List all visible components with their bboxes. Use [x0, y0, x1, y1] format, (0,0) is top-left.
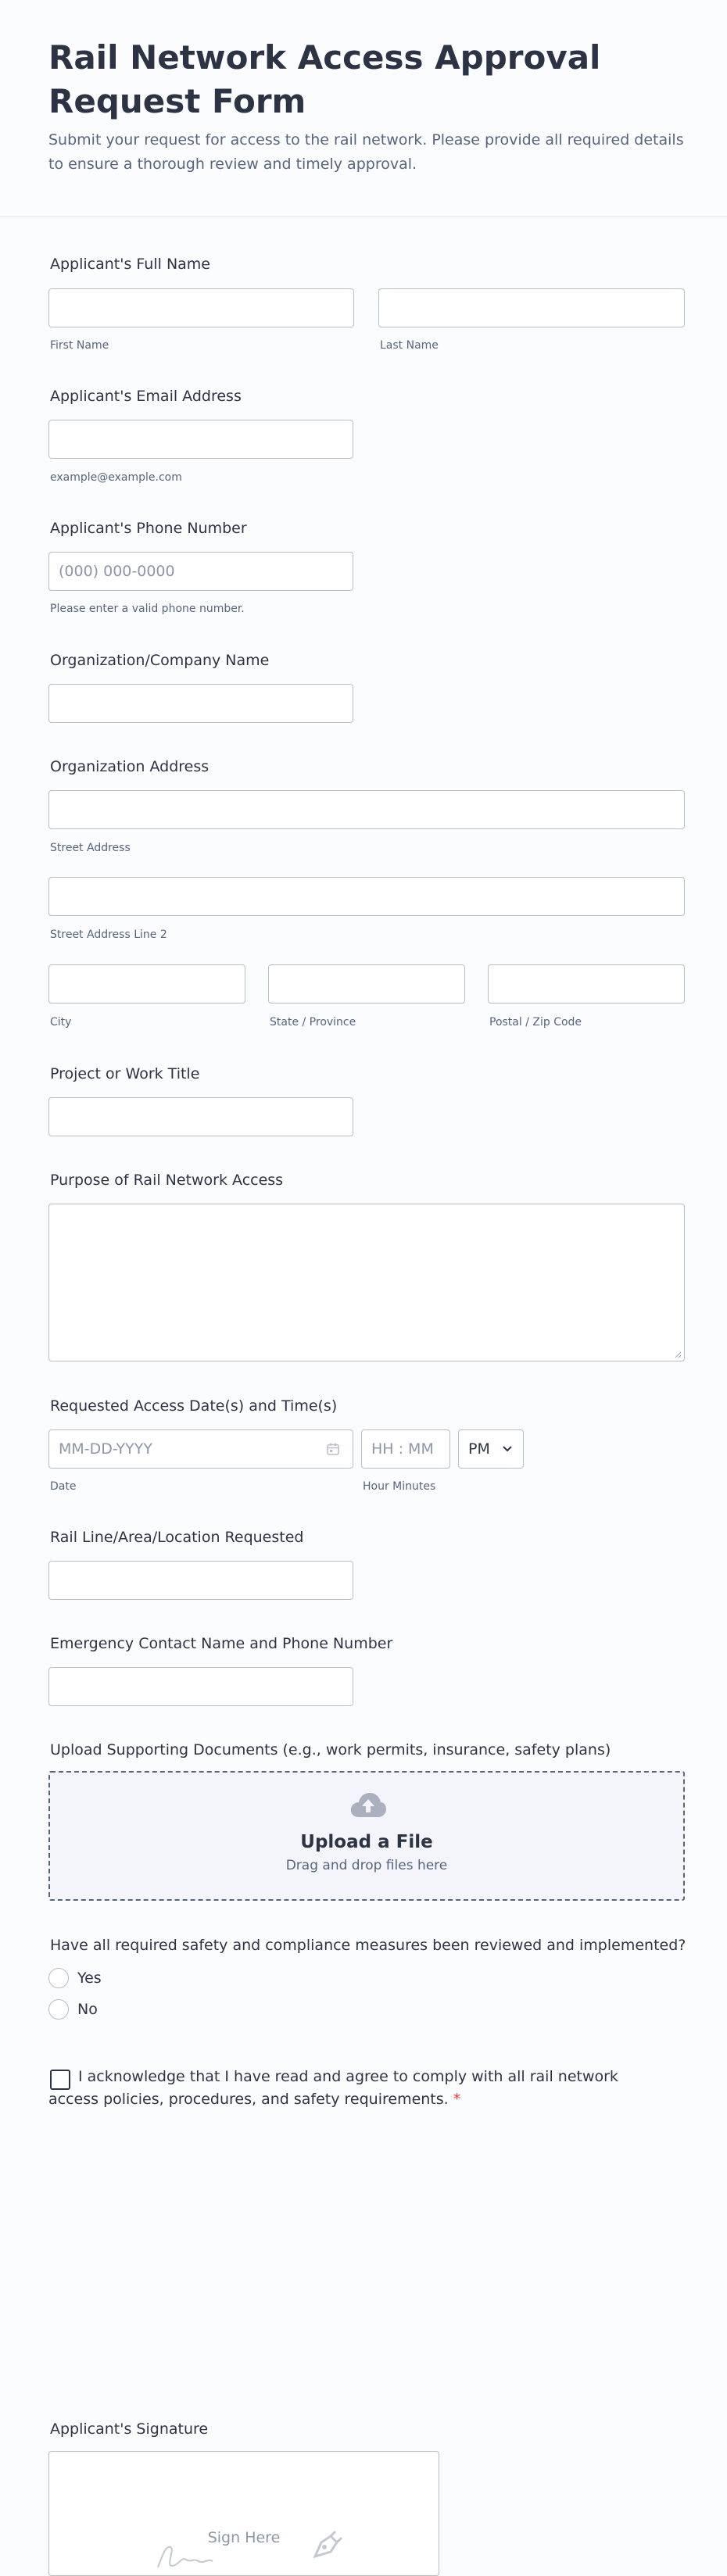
first-name-sublabel: First Name	[50, 339, 109, 352]
pen-icon	[307, 2525, 346, 2564]
location-input[interactable]	[48, 1561, 353, 1600]
state-sublabel: State / Province	[270, 1016, 356, 1029]
ampm-value: PM	[468, 1440, 490, 1458]
time-input[interactable]	[361, 1429, 450, 1469]
acknowledge-statement: I acknowledge that I have read and agree to comply with all rail network access policies, procedures, and safety requirements.	[48, 2068, 618, 2108]
street-address-sublabel: Street Address	[50, 842, 131, 854]
street-address-input[interactable]	[48, 790, 685, 829]
street-address-2-sublabel: Street Address Line 2	[50, 928, 167, 941]
street-address-2-input[interactable]	[48, 877, 685, 916]
chevron-down-icon	[502, 1445, 513, 1453]
safety-yes-radio[interactable]	[48, 1968, 69, 1988]
phone-sublabel: Please enter a valid phone number.	[50, 603, 245, 615]
signature-pad[interactable]	[48, 2451, 439, 2576]
ampm-select[interactable]	[458, 1429, 524, 1469]
safety-no-label[interactable]: No	[77, 2001, 98, 2018]
organization-input[interactable]	[48, 684, 353, 723]
date-input[interactable]	[48, 1429, 353, 1469]
file-upload-dropzone[interactable]	[48, 1771, 685, 1901]
cloud-upload-icon	[349, 1791, 387, 1819]
upload-label: Upload Supporting Documents (e.g., work permits, insurance, safety plans)	[50, 1741, 611, 1758]
signature-label: Applicant's Signature	[50, 2420, 209, 2438]
signature-hint: Sign Here	[207, 2529, 281, 2546]
phone-placeholder: (000) 000-0000	[59, 563, 175, 580]
address-label: Organization Address	[50, 758, 210, 775]
date-placeholder: MM-DD-YYYY	[59, 1440, 152, 1458]
city-input[interactable]	[48, 964, 245, 1004]
city-sublabel: City	[50, 1016, 72, 1029]
zip-sublabel: Postal / Zip Code	[489, 1016, 582, 1029]
signature-scribble-icon	[155, 2539, 233, 2571]
project-label: Project or Work Title	[50, 1065, 200, 1082]
email-sublabel: example@example.com	[50, 471, 182, 484]
emergency-label: Emergency Contact Name and Phone Number	[50, 1635, 393, 1652]
phone-label: Applicant's Phone Number	[50, 520, 247, 537]
resize-grip-icon[interactable]	[674, 1351, 682, 1358]
safety-label: Have all required safety and compliance measures been reviewed and implemented?	[50, 1937, 686, 1954]
form-subtitle: Submit your request for access to the rail network. Please provide all required details to ensure a thorough review and timely approval.	[48, 131, 684, 173]
emergency-input[interactable]	[48, 1667, 353, 1706]
full-name-label: Applicant's Full Name	[50, 256, 211, 273]
zip-input[interactable]	[488, 964, 685, 1004]
datetime-label: Requested Access Date(s) and Time(s)	[50, 1397, 338, 1415]
email-label: Applicant's Email Address	[50, 388, 242, 405]
first-name-input[interactable]	[48, 288, 354, 327]
purpose-textarea[interactable]	[48, 1204, 685, 1361]
safety-no-radio[interactable]	[48, 1999, 69, 2020]
last-name-sublabel: Last Name	[380, 339, 439, 352]
form-header	[0, 0, 727, 217]
project-input[interactable]	[48, 1097, 353, 1136]
upload-title: Upload a File	[300, 1832, 433, 1852]
upload-hint: Drag and drop files here	[285, 1858, 448, 1873]
state-input[interactable]	[268, 964, 465, 1004]
purpose-label: Purpose of Rail Network Access	[50, 1172, 284, 1189]
location-label: Rail Line/Area/Location Requested	[50, 1529, 304, 1546]
organization-label: Organization/Company Name	[50, 652, 270, 669]
email-input[interactable]	[48, 420, 353, 459]
last-name-input[interactable]	[378, 288, 685, 327]
date-sublabel: Date	[50, 1480, 77, 1493]
safety-yes-label[interactable]: Yes	[77, 1970, 102, 1987]
acknowledge-text[interactable]	[48, 2066, 643, 2111]
time-placeholder: HH : MM	[371, 1440, 434, 1458]
form-title: Rail Network Access Approval Request Form	[48, 38, 601, 120]
phone-input[interactable]	[48, 552, 353, 591]
time-sublabel: Hour Minutes	[363, 1480, 436, 1493]
required-asterisk: *	[453, 2091, 461, 2108]
calendar-icon[interactable]	[326, 1442, 340, 1456]
